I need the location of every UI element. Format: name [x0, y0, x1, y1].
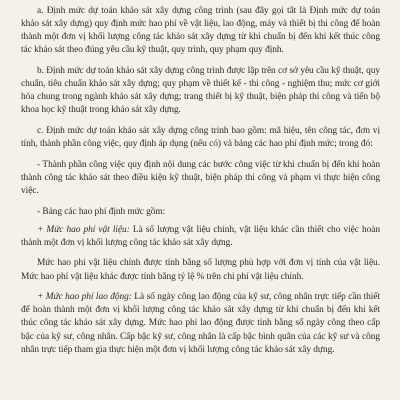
paragraph-material-calculation: Mức hao phí vật liệu chính được tính bằng số lượng phù hợp với đơn vị tính của vật liệu. Mức hao phí vật liệu khác được tính bằng tỷ lệ % trên chi phí vật liệu chính. [21, 258, 380, 282]
paragraph-work-components: - Thành phần công việc quy định nội dung các bước công việc từ khi chuẩn bị đến khi hoàn thành công tác khảo sát theo điều kiện kỹ thuật, biện pháp thi công và phạm vi thực hiện công việc. [21, 159, 380, 196]
paragraph-labor-cost: + Mức hao phí lao động: Là số ngày công lao động của kỹ sư, công nhân trực tiếp cần thiết để hoàn thành một đơn vị khối lượng công tác khảo sát xây dựng từ khi chuẩn bị đến khi kết thúc công tác khảo sát xây dựng. Mức hao phí lao động được tính bằng số ngày công theo cấp bậc của kỹ sư, công nhân. Cấp bậc kỹ sư, công nhân là cấp bậc bình quân của các kỹ sư và công nhân trực tiếp tham gia thực hiện một đơn vị khối lượng công tác khảo sát xây dựng. [21, 292, 380, 355]
paragraph-a: a. Định mức dự toán khảo sát xây dựng công trình (sau đây gọi tắt là Định mức dự toán khảo sát xây dựng) quy định mức hao phí về vật liệu, lao động, máy và thiết bị thi công để hoàn thành một đơn vị khối lượng công tác khảo sát xây dựng từ khi chuẩn bị đến khi kết thúc công tác khảo sát theo đúng yêu cầu kỹ thuật, quy trình, quy phạm quy định. [21, 6, 380, 56]
paragraph-material-cost: + Mức hao phí vật liệu: Là số lượng vật liệu chính, vật liệu khác cần thiết cho việc hoàn thành một đơn vị khối lượng công tác khảo sát xây dựng. [21, 224, 380, 248]
paragraph-cost-table: - Bảng các hao phí định mức gồm: [37, 206, 166, 217]
labor-cost-label: + Mức hao phí lao động: [37, 292, 132, 303]
paragraph-c: c. Định mức dự toán khảo sát xây dựng công trình bao gồm: mã hiệu, tên công tác, đơn vị tính, thành phần công việc, quy định áp dụng (nếu có) và bảng các hao phí định mức; trong đó: [21, 125, 380, 150]
paragraph-b: b. Định mức dự toán khảo sát xây dựng công trình được lập trên cơ sở yêu cầu kỹ thuật, quy chuẩn, tiêu chuẩn khảo sát xây dựng; quy phạm về thiết kế - thi công - nghiệm thu; mức cơ giới hóa chung trong ngành khảo sát xây dựng; trang thiết bị kỹ thuật, biện pháp thi công và tiến bộ khoa học kỹ thuật trong khảo sát xây dựng. [21, 65, 380, 116]
material-cost-label: + Mức hao phí vật liệu: [37, 224, 130, 235]
